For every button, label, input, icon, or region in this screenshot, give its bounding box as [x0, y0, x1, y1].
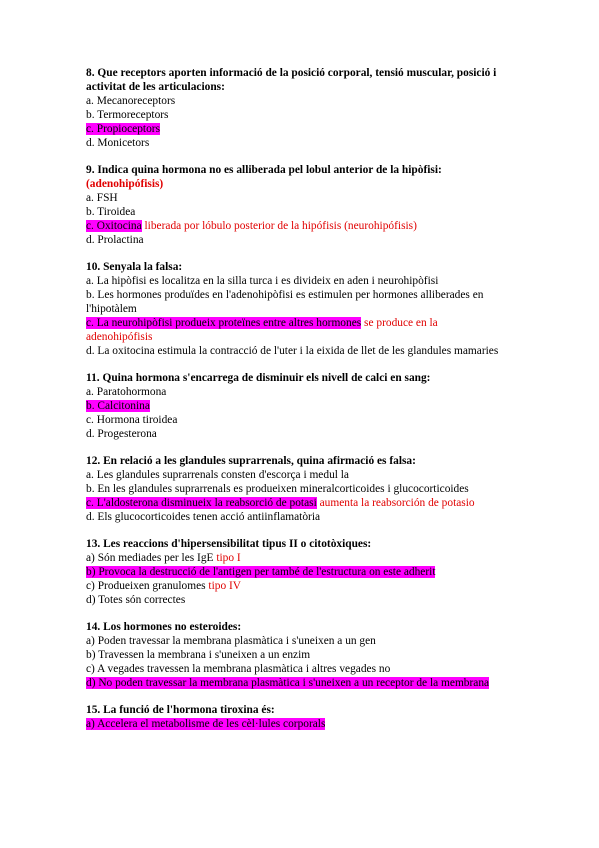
option-b [86, 108, 506, 122]
option-text: b. Tiroidea [86, 206, 136, 218]
option-text: a. Paratohormona [86, 386, 167, 398]
option-a [86, 191, 506, 205]
answer-note: tipo IV [205, 580, 242, 592]
option-b [86, 648, 506, 662]
option-a [86, 634, 506, 648]
question-title: 12. En relació a les glandules suprarrenals, quina afirmació es falsa: [86, 455, 416, 467]
option-text: b) Travessen la membrana i s'uneixen a un enzim [86, 649, 311, 661]
quiz-content [86, 66, 506, 744]
option-b [86, 205, 506, 219]
answer-note: liberada por lóbulo posterior de la hipófisis (neurohipófisis) [141, 220, 417, 232]
option-b [86, 482, 506, 496]
question-11 [86, 371, 506, 441]
question-title: 11. Quina hormona s'encarrega de disminuir els nivell de calci en sang: [86, 372, 431, 384]
option-text: b. Termoreceptors [86, 109, 169, 121]
question-10 [86, 260, 506, 358]
option-text: c) Produeixen granulomes [86, 580, 206, 592]
question-12 [86, 454, 506, 524]
question-9 [86, 163, 506, 247]
option-text: d. La oxitocina estimula la contracció de l'uter i la eixida de llet de les glandules mamaries [86, 345, 499, 357]
option-text: a. La hipòfisi es localitza en la silla turca i es divideix en aden i neurohipòfisi [86, 275, 439, 287]
option-a [86, 94, 506, 108]
option-d [86, 233, 506, 247]
option-text: a. FSH [86, 192, 118, 204]
option-text: b. En les glandules suprarrenals es produeixen mineralcorticoides i glucocorticoides [86, 483, 469, 495]
answer-note: tipo I [213, 552, 241, 564]
option-d [86, 676, 506, 690]
highlighted-answer: d) No poden travessar la membrana plasmàtica i s'uneixen a un receptor de la membrana [86, 677, 490, 689]
option-c [86, 496, 506, 510]
question-8 [86, 66, 506, 150]
highlighted-answer: c. Propioceptors [86, 123, 161, 135]
question-title: 10. Senyala la falsa: [86, 261, 183, 273]
option-b [86, 399, 506, 413]
highlighted-answer: c. L'aldosterona disminueix la reabsorció de potasi [86, 497, 317, 509]
answer-note: aumenta la reabsorción de potasio [316, 497, 475, 509]
option-a [86, 385, 506, 399]
option-text: d. Progesterona [86, 428, 157, 440]
option-text: a. Les glandules suprarrenals consten d'escorça i medul la [86, 469, 349, 481]
option-text: c. Hormona tiroidea [86, 414, 178, 426]
option-c [86, 122, 506, 136]
option-text: a) Poden travessar la membrana plasmàtica i s'uneixen a un gen [86, 635, 376, 647]
question-title: 14. Los hormones no esteroides: [86, 621, 242, 633]
option-text: d. Prolactina [86, 234, 144, 246]
option-text: d) Totes són correctes [86, 594, 186, 606]
option-c [86, 219, 506, 233]
option-c [86, 413, 506, 427]
option-d [86, 136, 506, 150]
question-14 [86, 620, 506, 690]
option-c [86, 662, 506, 676]
option-a [86, 274, 506, 288]
option-b [86, 288, 506, 316]
question-15 [86, 703, 506, 731]
option-b [86, 565, 506, 579]
option-text: c) A vegades travessen la membrana plasmàtica i altres vegades no [86, 663, 391, 675]
option-text: d. Els glucocorticoides tenen acció antiinflamatòria [86, 511, 321, 523]
highlighted-answer: b) Provoca la destrucció de l'antigen per també de l'estructura on este adherit [86, 566, 436, 578]
option-text: b. Les hormones produïdes en l'adenohipòfisi es estimulen per hormones alliberades en l'hipotàlem [86, 289, 484, 315]
question-13 [86, 537, 506, 607]
question-title: 13. Les reaccions d'hipersensibilitat tipus II o citotòxiques: [86, 538, 372, 550]
option-text: d. Monicetors [86, 137, 150, 149]
option-d [86, 427, 506, 441]
highlighted-answer: c. Oxitocina [86, 220, 142, 232]
option-d [86, 593, 506, 607]
option-a [86, 468, 506, 482]
option-text: a. Mecanoreceptors [86, 95, 176, 107]
option-c [86, 316, 506, 344]
answer-note: se produce en la adenohipófisis [86, 317, 438, 343]
question-note: (adenohipófisis) [86, 178, 164, 190]
option-d [86, 510, 506, 524]
highlighted-answer: b. Calcitonina [86, 400, 150, 412]
option-text: a) Són mediades per les IgE [86, 552, 214, 564]
question-title: 8. Que receptors aporten informació de la posició corporal, tensió muscular, posició i activitat de les articulacions: [86, 67, 497, 93]
highlighted-answer: a) Accelera el metabolisme de les cèl·lules corporals [86, 718, 326, 730]
question-title: 9. Indica quina hormona no es alliberada pel lobul anterior de la hipòfisi: [86, 164, 442, 176]
option-a [86, 717, 506, 731]
option-d [86, 344, 506, 358]
highlighted-answer: c. La neurohipòfisi produeix proteïnes entre altres hormones [86, 317, 362, 329]
option-c [86, 579, 506, 593]
question-title: 15. La funció de l'hormona tiroxina és: [86, 704, 275, 716]
option-a [86, 551, 506, 565]
